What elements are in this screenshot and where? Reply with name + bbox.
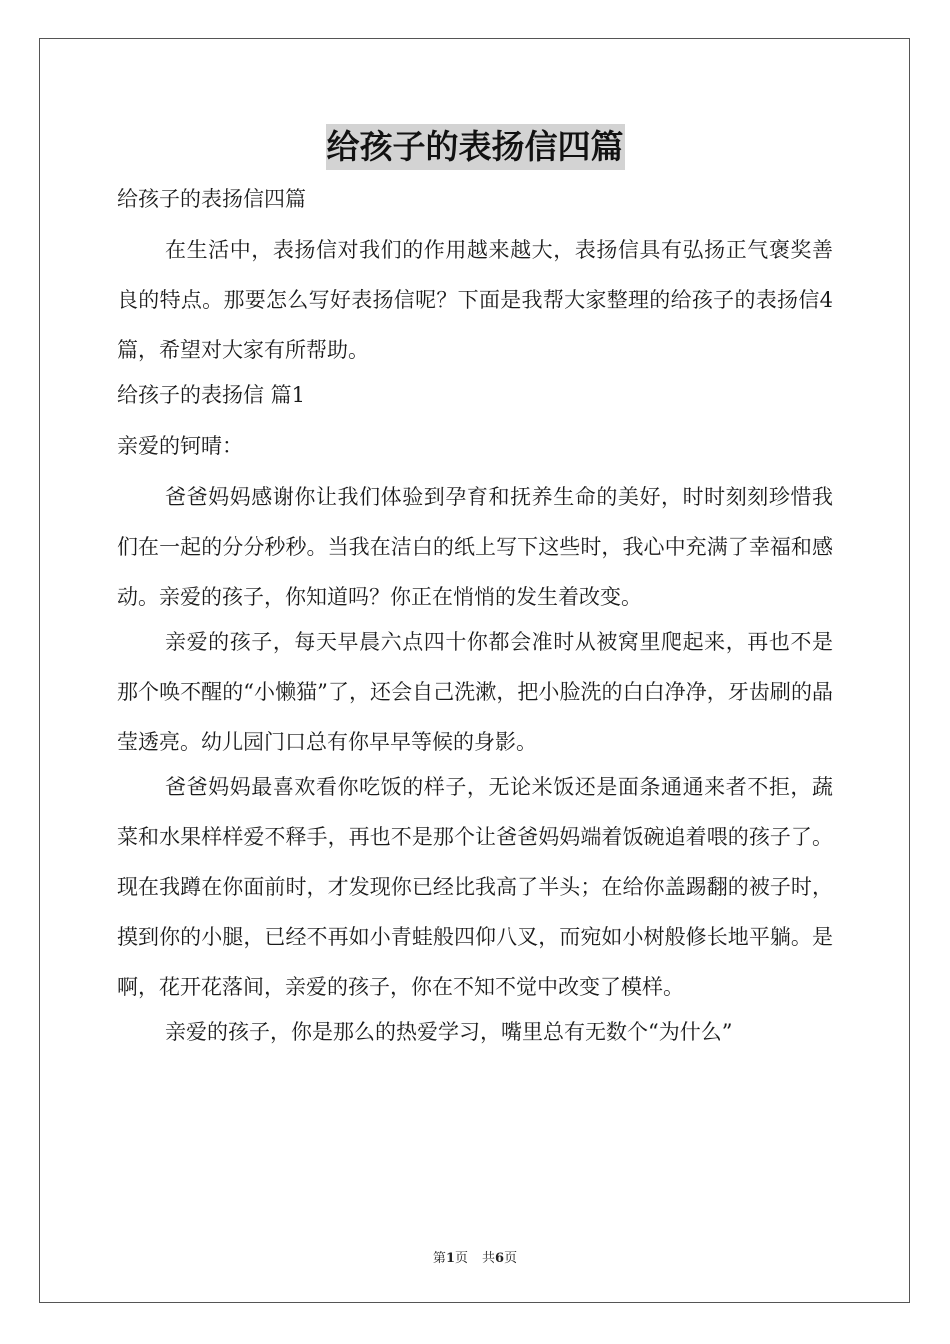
page-suffix: 页 — [454, 1251, 468, 1266]
total-pages: 6 — [495, 1251, 505, 1266]
paragraph: 在生活中，表扬信对我们的作用越来越大，表扬信具有弘扬正气褒奖善良的特点。那要怎么写好表扬信呢？下面是我帮大家整理的给孩子的表扬信4篇，希望对大家有所帮助。 — [117, 238, 833, 362]
document-body — [117, 180, 833, 1058]
paragraph: 爸爸妈妈最喜欢看你吃饭的样子，无论米饭还是面条通通来者不拒，蔬菜和水果样样爱不释手，再也不是那个让爸爸妈妈端着饭碗追着喂的孩子了。现在我蹲在你面前时，才发现你已经比我高了半头；在给你盖踢翻的被子时，摸到你的小腿，已经不再如小青蛙般四仰八叉，而宛如小树般修长地平躺。是啊，花开花落间，亲爱的孩子，你在不知不觉中改变了模样。 — [117, 775, 833, 999]
total-prefix: 共 — [482, 1251, 496, 1266]
title-wrap — [0, 124, 950, 170]
paragraph: 亲爱的孩子，每天早晨六点四十你都会准时从被窝里爬起来，再也不是那个唤不醒的“小懒猫”了，还会自己洗漱，把小脸洗的白白净净，牙齿刷的晶莹透亮。幼儿园门口总有你早早等候的身影。 — [117, 630, 833, 754]
salutation: 亲爱的钶晴： — [117, 434, 243, 458]
page-prefix: 第 — [432, 1251, 446, 1266]
page-footer — [0, 1247, 950, 1266]
page-number: 1 — [445, 1251, 455, 1266]
document-title: 给孩子的表扬信四篇 — [326, 124, 625, 170]
paragraph: 给孩子的表扬信四篇 — [117, 187, 306, 211]
total-suffix: 页 — [504, 1251, 518, 1266]
section-heading: 给孩子的表扬信 篇1 — [117, 383, 306, 407]
paragraph: 亲爱的孩子，你是那么的热爱学习，嘴里总有无数个“为什么” — [165, 1020, 733, 1044]
paragraph: 爸爸妈妈感谢你让我们体验到孕育和抚养生命的美好，时时刻刻珍惜我们在一起的分分秒秒。当我在洁白的纸上写下这些时，我心中充满了幸福和感动。亲爱的孩子，你知道吗？你正在悄悄的发生着改变。 — [117, 485, 833, 609]
